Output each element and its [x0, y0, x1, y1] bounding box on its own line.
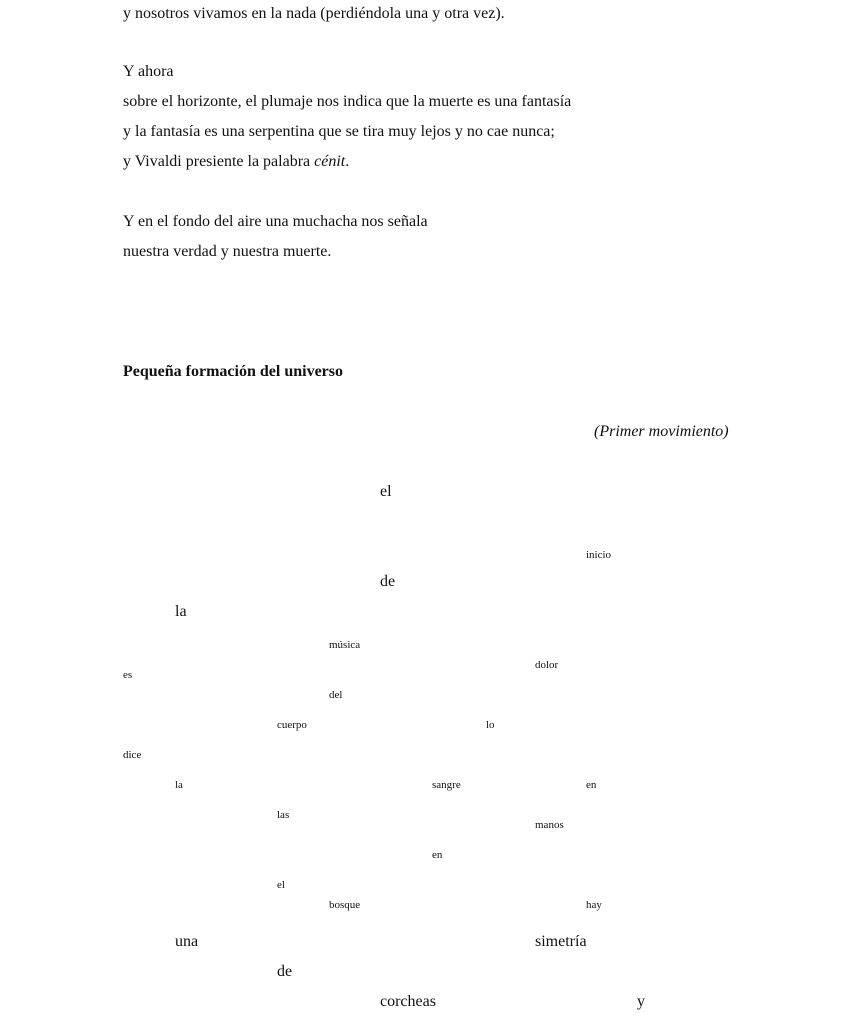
poem-line-period: .: [345, 153, 350, 170]
scattered-word: en: [432, 849, 443, 861]
scattered-word: hay: [586, 899, 602, 911]
scattered-word: corcheas: [380, 993, 436, 1010]
italic-word: cénit: [314, 153, 346, 170]
scattered-word: música: [329, 639, 361, 651]
scattered-word: inicio: [586, 549, 612, 561]
poem-line-text: y Vivaldi presiente la palabra: [123, 153, 315, 170]
scattered-word: de: [277, 963, 293, 980]
scattered-word: en: [586, 779, 597, 791]
poem-line: y nosotros vivamos en la nada (perdiéndola una y otra vez).: [123, 5, 505, 22]
scattered-word: de: [380, 573, 396, 590]
scattered-word: y: [637, 993, 645, 1010]
scattered-word: dice: [123, 749, 142, 761]
scattered-word: una: [175, 933, 199, 950]
scattered-word: la: [175, 779, 183, 791]
scattered-word: las: [277, 809, 290, 821]
scattered-word: simetría: [535, 933, 587, 950]
scattered-word: sangre: [432, 779, 461, 791]
movement-subtitle: (Primer movimiento): [594, 423, 729, 440]
scattered-word: la: [175, 603, 187, 620]
scattered-word: bosque: [329, 899, 361, 911]
scattered-word: lo: [486, 719, 495, 731]
poem-line: nuestra verdad y nuestra muerte.: [123, 243, 332, 260]
poem-line: sobre el horizonte, el plumaje nos indica que la muerte es una fantasía: [123, 93, 572, 110]
scattered-word: cuerpo: [277, 719, 307, 731]
poem-line: Y en el fondo del aire una muchacha nos señala: [123, 213, 428, 230]
scattered-word: el: [380, 483, 392, 500]
scattered-word: dolor: [535, 659, 559, 671]
scattered-word: manos: [535, 819, 564, 831]
poem-line: Y ahora: [123, 63, 174, 80]
scattered-word: el: [277, 879, 285, 891]
section-title: Pequeña formación del universo: [123, 363, 343, 380]
poem-line: [123, 152, 349, 172]
poem-line: y la fantasía es una serpentina que se tira muy lejos y no cae nunca;: [123, 123, 555, 140]
scattered-word: del: [329, 689, 343, 701]
scattered-word: es: [123, 669, 133, 681]
